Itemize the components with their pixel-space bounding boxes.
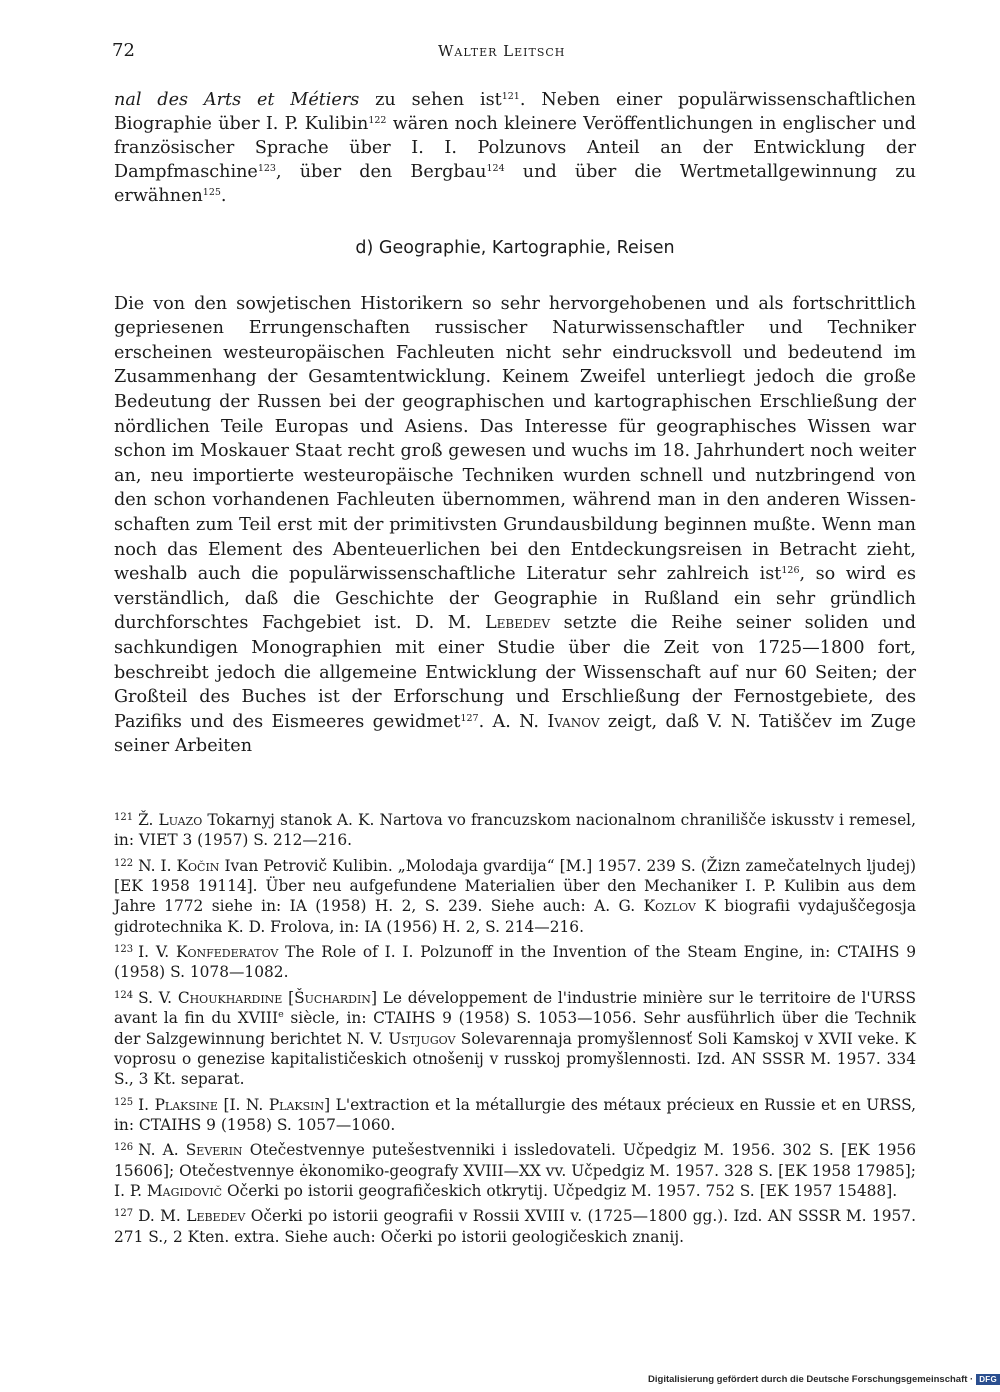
text-run: Očerki po istorii geografii v Rossii XVIII v. (1725—1800 gg.). Izd. AN SSSR M. 1957. 271 S., 2 Kten. extra. Siehe auch: Očerki po istorii geologičeskich znanij.	[114, 1207, 916, 1246]
author-name: I. Plaksine	[138, 1095, 218, 1114]
author-name: Ustjugov	[388, 1029, 456, 1048]
body-paragraph-2	[114, 274, 916, 776]
footnote-126	[114, 1138, 916, 1201]
footnote-number: 126	[114, 1142, 134, 1154]
credit-text: Digitalisierung gefördert durch die Deutsche Forschungsgemeinschaft ·	[648, 1373, 974, 1385]
text-run: [	[282, 988, 295, 1007]
author-name: Lebedev	[186, 1207, 246, 1226]
footnote-number: 123	[114, 944, 134, 956]
author-name: I. V. Konfederatov	[138, 943, 279, 962]
footnote-number: 125	[114, 1096, 134, 1108]
text-run: Ivan Petrovič Kulibin. „Molodaja gvardija“ [M.] 1957. 239 S. (Žizn zamečatelnych ljudej) [EK 1958 19114]. Über neu aufgefundene Materialien über den Mechaniker I. P. Kulibin aus dem Jahre 1772 siehe in: IA (1958) H. 2, S. 239. Siehe auch: A. G.	[114, 856, 916, 916]
text-run: . A. N.	[478, 711, 548, 732]
author-name: Severin	[185, 1141, 243, 1160]
text-run: zu sehen ist	[359, 90, 502, 110]
text-run: setzte die Reihe seiner soliden und sachkundigen Monographien mit einer Studie über die Zeit von 1725—1800 fort, beschreibt jedoch die allgemeine Entwicklung der Wissenschaft auf nur 60 Seiten; der Großteil des Buches ist der Erforschung und Erschließung der Fernostgebiete, des Pazifiks und des Eismeeres gewidmet	[114, 613, 916, 732]
text-run: Otečestvennye putešestvenniki i issledovateli. Učpedgiz M. 1956. 302 S. [EK 1956 15606]; Otečestvennye ėkonomiko-geografy XVIII—XX vv. Učpedgiz M. 1957. 328 S. [EK 1958 17985]; I. P.	[114, 1141, 916, 1200]
text-run: The Role of I. I. Polzunoff in the Invention of the Steam Engine, in: CTAIHS 9 (1958) S. 1078—1082.	[114, 943, 916, 982]
text-run: Solevarennaja promyšlennosť Soli Kamskoj v XVII veke. K voprosu o genezise kapitalističeskich otnošenij v russkoj promyšlennosti. Izd. AN SSSR M. 1957. 334 S., 3 Kt. separat.	[114, 1029, 916, 1089]
footnote-125	[114, 1093, 916, 1136]
text-run: D. M.	[138, 1207, 187, 1226]
author-name: Ž. Luazo	[138, 811, 203, 829]
author-name: Ivanov	[547, 711, 600, 732]
text-run: [I. N.	[217, 1095, 269, 1114]
footnotes	[114, 808, 916, 1250]
section-heading: d) Geographie, Kartographie, Reisen	[355, 238, 675, 258]
footnote-ref[interactable]: 124	[486, 163, 505, 175]
footnote-124	[114, 986, 916, 1089]
footnote-127	[114, 1204, 916, 1247]
text-run: nal des Arts et Métiers	[114, 90, 360, 110]
dfg-logo: DFG	[976, 1374, 1000, 1385]
author-name: S. V. Choukhardine	[138, 988, 283, 1007]
footnote-ref[interactable]: 126	[781, 565, 800, 577]
footnote-122	[114, 854, 916, 937]
text-run: , über den Bergbau	[275, 162, 487, 183]
author-name: Plaksin	[268, 1095, 325, 1114]
text-run: Tokarnyj stanok A. K. Nartova vo francuzskom nacionalnom chranilišče iskusstv i remesel, in: VIET 3 (1957) S. 212—216.	[114, 811, 916, 850]
text-run: Die von den sowjetischen Historikern so sehr hervorgehobenen und als fortschrittlich gepriesenen Errungenschaften russischer Naturwissenschaftler und Techniker erscheinen westeuropäischen Fachleuten nicht sehr eindrucksvoll und bedeutend im Zusammenhang der Gesamtentwicklung. Keinem Zweifel unterliegt jedoch die große Bedeutung der Russen bei der geographischen und kartographischen Erschließung der nördlichen Teile Europas und Asiens. Das Interesse für geographisches Wissen war schon im Moskauer Staat recht groß gewesen und wuchs im 18. Jahrhundert noch weiter an, neu importierte westeuropäische Techniken wurden schnell und nutzbringend von den schon vorhandenen Fachleuten übernommen, während man in den anderen Wissenschaften zum Teil erst mit der primitivsten Grundausbildung beginnen mußte. Wenn man noch das Element des Abenteuerlichen bei den Entdeckungsreisen in Betracht zieht, weshalb auch die populärwissenschaftliche Literatur sehr zahlreich ist	[114, 293, 916, 585]
footnote-number: 121	[114, 812, 134, 823]
footnote-ref[interactable]: 125	[202, 187, 221, 199]
digitization-credit	[648, 1372, 1000, 1386]
text-run: Očerki po istorii geografičeskich otkrytij. Učpedgiz M. 1957. 752 S. [EK 1957 15488].	[222, 1181, 898, 1200]
footnote-number: 127	[114, 1208, 134, 1220]
text-run: N. A.	[138, 1141, 186, 1160]
footnote-123	[114, 940, 916, 983]
text-run: zeigt, daß V. N. Tatiščev im Zuge seiner Arbeiten	[114, 711, 916, 757]
text-run: ] L'extraction et la métallurgie des métaux précieux en Russie et en URSS, in: CTAIHS 9 (1958) S. 1057—1060.	[114, 1095, 916, 1134]
footnote-ref[interactable]: 123	[257, 163, 276, 175]
text-run: wären noch kleinere Veröffentlichungen in englischer und französischer Sprache über I. I. Polzunovs Anteil an der Entwicklung der Dampfmaschine	[114, 114, 917, 183]
author-name: Šuchardin	[294, 988, 371, 1007]
running-head: Walter Leitsch	[438, 42, 566, 60]
author-name: Lebedev	[484, 613, 551, 634]
body-paragraph-1	[114, 88, 916, 208]
author-name: N. I. Kočin	[138, 856, 220, 875]
text-run: K biografii vydajuščegosja gidrotechnika K. D. Frolova, in: IA (1956) H. 2, S. 214—216.	[114, 897, 917, 936]
text-run: ] Le développement de l'industrie minière sur le territoire de l'URSS avant la fin du XVIII	[114, 988, 916, 1028]
page-number: 72	[112, 40, 135, 61]
footnote-121	[114, 808, 916, 851]
text-run: und über die Wertmetallgewinnung zu erwähnen	[114, 162, 916, 207]
footnote-number: 124	[114, 989, 134, 1001]
footnote-ref[interactable]: 127	[460, 712, 479, 724]
text-run: , so wird es verständlich, daß die Geschichte der Geographie in Rußland ein sehr gründlich durchforschtes Fachgebiet ist. D. M.	[114, 564, 917, 634]
text-run: . Neben einer populärwissenschaftlichen Biographie über I. P. Kulibin	[114, 90, 916, 135]
superscript: e	[278, 1009, 284, 1021]
footnote-number: 122	[114, 857, 134, 869]
author-name: Magidovič	[146, 1181, 223, 1200]
text-run: siècle, in: CTAIHS 9 (1958) S. 1053—1056. Sehr ausführlich über die Technik der Salzgewinnung berichtet N. V.	[114, 1009, 916, 1048]
author-name: Kozlov	[643, 897, 696, 916]
text-run: .	[220, 186, 227, 207]
footnote-ref[interactable]: 121	[501, 91, 520, 102]
footnote-ref[interactable]: 122	[368, 115, 387, 127]
